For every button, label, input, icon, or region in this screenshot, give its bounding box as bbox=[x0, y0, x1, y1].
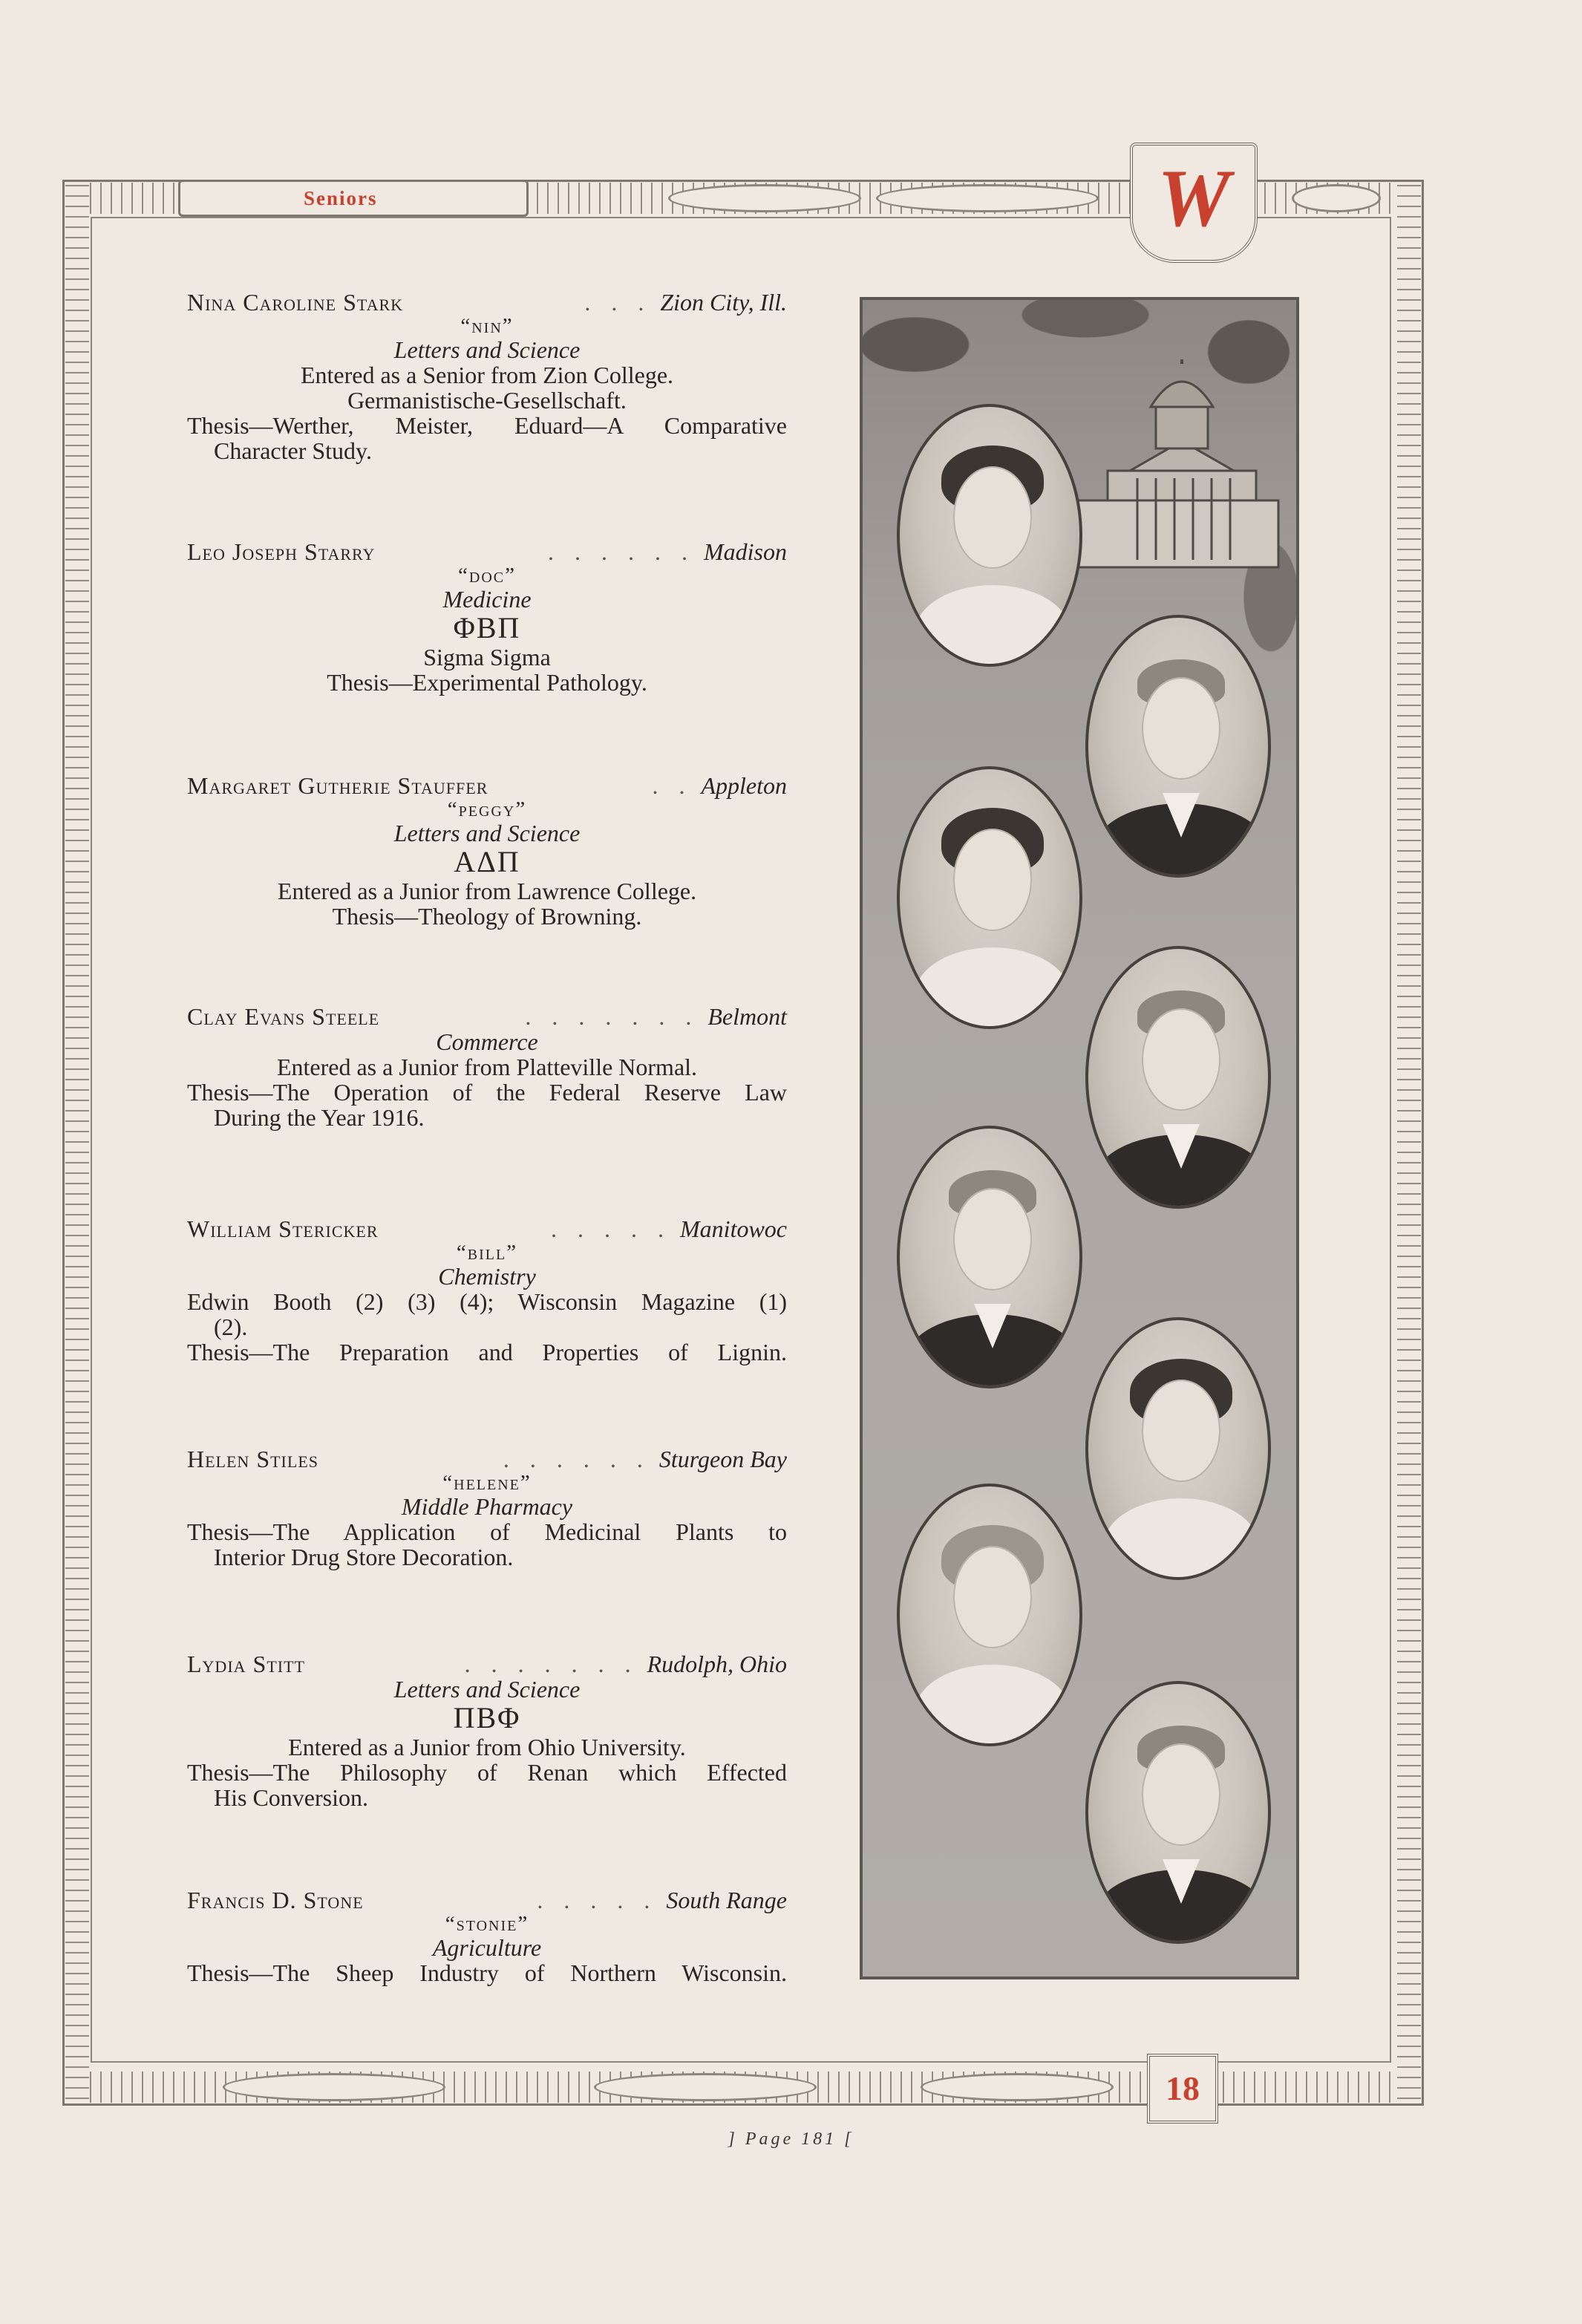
portrait-starry bbox=[1085, 615, 1271, 878]
student-name: Lydia Stitt bbox=[187, 1651, 305, 1677]
leader-dots: . . . . . . bbox=[548, 538, 695, 565]
activities-continued: (2). bbox=[214, 1313, 248, 1340]
senior-entry bbox=[187, 1216, 787, 1365]
college: Medicine bbox=[442, 586, 532, 613]
leader-dots: . . . . . bbox=[537, 1887, 658, 1913]
senior-entry bbox=[187, 1446, 787, 1570]
entry-line: Entered as a Junior from Platteville Normal. bbox=[276, 1054, 698, 1080]
senior-entry bbox=[187, 290, 787, 463]
leader-dots: . . bbox=[652, 772, 693, 799]
portrait-stericker bbox=[897, 1126, 1082, 1388]
frame-swirl bbox=[594, 2073, 817, 2101]
leader-dots: . . . . . bbox=[551, 1215, 672, 1242]
college: Letters and Science bbox=[393, 1676, 581, 1703]
college: Letters and Science bbox=[393, 336, 581, 363]
entry-line: Thesis—Theology of Browning. bbox=[332, 903, 642, 930]
entry-line: Germanistische-Gesellschaft. bbox=[347, 387, 627, 414]
thesis: Thesis—The Philosophy of Renan which Effected bbox=[187, 1759, 787, 1786]
senior-entry bbox=[187, 1887, 787, 1985]
section-label: Seniors bbox=[178, 180, 529, 217]
entry-header bbox=[187, 1651, 787, 1677]
leader-dots: . . . bbox=[584, 289, 652, 316]
college: Commerce bbox=[436, 1028, 538, 1055]
entry-header bbox=[187, 1004, 787, 1029]
senior-entry bbox=[187, 1004, 787, 1130]
college: Agriculture bbox=[432, 1934, 542, 1961]
entry-line: Entered as a Senior from Zion College. bbox=[300, 362, 674, 388]
thesis-continued: Character Study. bbox=[214, 437, 372, 464]
thesis-continued: His Conversion. bbox=[214, 1784, 368, 1811]
nickname: “doc” bbox=[458, 564, 516, 587]
capitol-building-illustration bbox=[1063, 359, 1286, 582]
activities: Edwin Booth (2) (3) (4); Wisconsin Magazine (1) bbox=[187, 1288, 787, 1315]
hometown: Zion City, Ill. bbox=[660, 289, 787, 316]
hometown: Belmont bbox=[707, 1003, 787, 1030]
nickname: “nin” bbox=[460, 314, 514, 338]
portrait-steele bbox=[1085, 946, 1271, 1209]
entry-header bbox=[187, 1216, 787, 1241]
hometown: Manitowoc bbox=[680, 1215, 787, 1242]
greek-letters: ΑΔΠ bbox=[454, 845, 520, 878]
portrait-stitt bbox=[897, 1483, 1082, 1746]
portrait-panel bbox=[860, 297, 1299, 1979]
hometown: Madison bbox=[704, 538, 787, 565]
senior-entry bbox=[187, 1651, 787, 1810]
senior-entry bbox=[187, 539, 787, 695]
entry-line: Entered as a Junior from Lawrence College. bbox=[277, 878, 697, 904]
student-name: Clay Evans Steele bbox=[187, 1003, 380, 1030]
leader-dots: . . . . . . . bbox=[464, 1651, 638, 1677]
thesis-continued: During the Year 1916. bbox=[214, 1104, 425, 1131]
hometown: Sturgeon Bay bbox=[658, 1446, 787, 1472]
entry-line: Entered as a Junior from Ohio University. bbox=[288, 1734, 686, 1760]
entry-header bbox=[187, 1887, 787, 1913]
entry-line: Sigma Sigma bbox=[423, 644, 551, 670]
hometown: South Range bbox=[666, 1887, 787, 1913]
student-name: Nina Caroline Stark bbox=[187, 289, 404, 316]
greek-letters: ΦΒΠ bbox=[453, 611, 521, 644]
page-badge bbox=[1147, 2054, 1218, 2124]
frame-swirl bbox=[668, 184, 861, 212]
student-name: Leo Joseph Starry bbox=[187, 538, 376, 565]
thesis: Thesis—The Application of Medicinal Plants to bbox=[187, 1518, 787, 1545]
shield-letter: W bbox=[1157, 153, 1230, 244]
greek-letters: ΠΒΦ bbox=[453, 1701, 521, 1734]
thesis-continued: Interior Drug Store Decoration. bbox=[214, 1544, 514, 1570]
entry-header bbox=[187, 773, 787, 798]
thesis: Thesis—The Sheep Industry of Northern Wisconsin. bbox=[187, 1959, 787, 1986]
college: Chemistry bbox=[438, 1263, 536, 1290]
nickname: “peggy” bbox=[447, 797, 527, 821]
entry-header bbox=[187, 1446, 787, 1472]
nickname: “bill” bbox=[456, 1241, 518, 1264]
thesis: Thesis—Werther, Meister, Eduard—A Comparative bbox=[187, 412, 787, 439]
hometown: Appleton bbox=[701, 772, 787, 799]
w-shield-emblem bbox=[1130, 143, 1258, 263]
student-name: Helen Stiles bbox=[187, 1446, 318, 1472]
frame-swirl bbox=[1292, 184, 1381, 212]
portrait-stark bbox=[897, 404, 1082, 667]
student-name: William Stericker bbox=[187, 1215, 379, 1242]
thesis: Thesis—The Operation of the Federal Reserve Law bbox=[187, 1079, 787, 1106]
portrait-stauffer bbox=[897, 766, 1082, 1029]
portrait-stiles bbox=[1085, 1317, 1271, 1580]
entry-line: Thesis—Experimental Pathology. bbox=[327, 669, 647, 696]
portrait-stone bbox=[1085, 1681, 1271, 1944]
frame-swirl bbox=[921, 2073, 1114, 2101]
thesis: Thesis—The Preparation and Properties of Lignin. bbox=[187, 1339, 787, 1365]
college: Middle Pharmacy bbox=[401, 1493, 573, 1520]
frame-swirl bbox=[223, 2073, 445, 2101]
entry-header bbox=[187, 539, 787, 564]
hometown: Rudolph, Ohio bbox=[647, 1651, 787, 1677]
page-number-footer: ] Page 181 [ bbox=[728, 2129, 854, 2149]
student-name: Margaret Gutherie Stauffer bbox=[187, 772, 488, 799]
student-name: Francis D. Stone bbox=[187, 1887, 364, 1913]
frame-swirl bbox=[876, 184, 1099, 212]
college: Letters and Science bbox=[393, 820, 581, 846]
leader-dots: . . . . . . . bbox=[525, 1003, 699, 1030]
nickname: “stonie” bbox=[445, 1912, 529, 1936]
senior-entry bbox=[187, 773, 787, 929]
entry-header bbox=[187, 290, 787, 315]
leader-dots: . . . . . . bbox=[503, 1446, 650, 1472]
page-badge-number: 18 bbox=[1166, 2069, 1200, 2107]
nickname: “helene” bbox=[442, 1471, 532, 1495]
